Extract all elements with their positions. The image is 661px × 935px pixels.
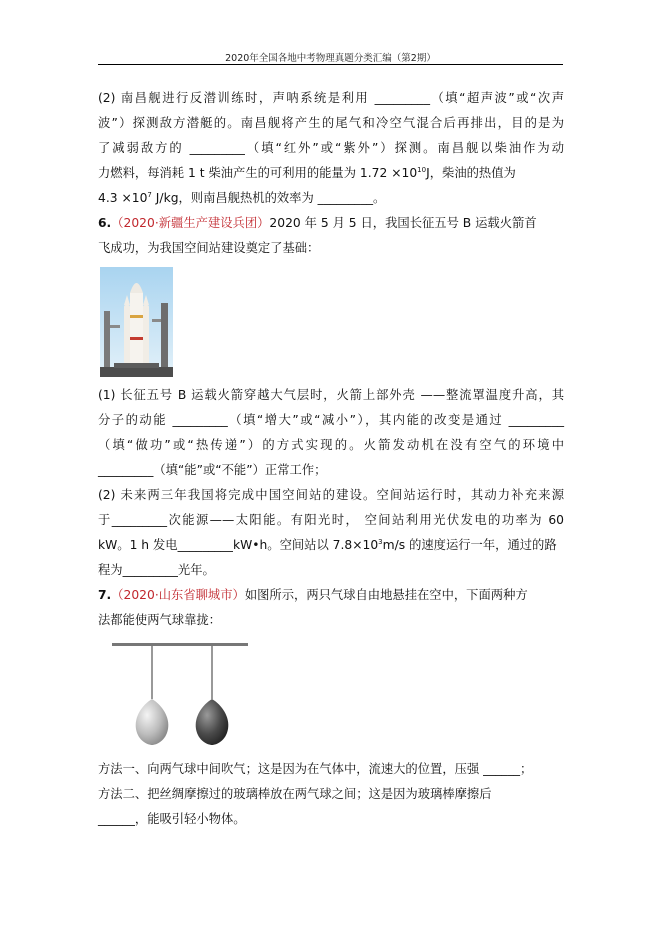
question-number: 6. [98, 216, 112, 230]
page-header: 2020年全国各地中考物理真题分类汇编（第2期） [225, 53, 436, 64]
question-source: （2020·山东省聊城市） [111, 588, 245, 602]
question-line: 飞成功，为我国空间站建设奠定了基础： [98, 241, 320, 255]
q-prev-line: 波”）探测敌方潜艇的。南昌舰将产生的尾气和冷空气混合后再排出，目的是为 [98, 116, 564, 130]
q-prev-line: (2) 南昌舰进行反潜训练时，声呐系统是利用 _________（填“超声波”或“次声 [98, 91, 564, 105]
question-line: _________（填“能”或“不能”）正常工作； [98, 463, 327, 477]
question-line: (2) 未来两三年我国将完成中国空间站的建设。空间站运行时，其动力补充来源 [98, 488, 564, 502]
header-rule [98, 64, 563, 65]
question-line: 分子的动能 _________（填“增大”或“减小”），其内能的改变是通过 _________ [98, 413, 564, 427]
question-6-heading: 6.（2020·新疆生产建设兵团）2020 年 5 月 5 日，我国长征五号 B 运载火箭首 [98, 216, 537, 230]
question-number: 7. [98, 588, 112, 602]
question-line: 于_________次能源——太阳能。有阳光时， 空间站利用光伏发电的功率为 60 [98, 513, 564, 527]
question-7-heading: 7.（2020·山东省聊城市）如图所示，两只气球自由地悬挂在空中，下面两种方 [98, 588, 528, 602]
q-prev-line: 力燃料，每消耗 1 t 柴油产生的可利用的能量为 $1.72 \times 10^{10}J$，柴油的热值为 [98, 165, 516, 180]
question-source: （2020·新疆生产建设兵团） [111, 216, 270, 230]
rocket-image [100, 267, 173, 377]
question-line: 法都能使两气球靠拢： [98, 613, 221, 627]
q-prev-line: 了减弱敌方的 _________（填“红外”或“紫外”）探测。南昌舰以柴油作为动 [98, 141, 564, 155]
page-content [98, 86, 564, 832]
question-line: kW。1 h 发电_________kW•h。空间站以 $7.8\times 10^3m/s$ 的速度运行一年，通过的路 [98, 537, 557, 552]
question-line: （填“做功”或“热传递”）的方式实现的。火箭发动机在没有空气的环境中 [98, 438, 564, 452]
question-line: 方法一、向两气球中间吹气；这是因为在气体中，流速大的位置，压强 ______； [98, 762, 533, 776]
question-line: (1) 长征五号 B 运载火箭穿越大气层时，火箭上部外壳 ——整流罩温度升高，其 [98, 388, 564, 402]
q-prev-line: $4.3 \times 10^7$ J/kg，则南昌舰热机的效率为 _________。 [98, 190, 386, 205]
balloons-diagram [112, 641, 252, 749]
question-line: 方法二、把丝绸摩擦过的玻璃棒放在两气球之间；这是因为玻璃棒摩擦后 [98, 787, 492, 801]
question-line: 程为_________光年。 [98, 563, 215, 577]
question-line: ______，能吸引轻小物体。 [98, 812, 246, 826]
